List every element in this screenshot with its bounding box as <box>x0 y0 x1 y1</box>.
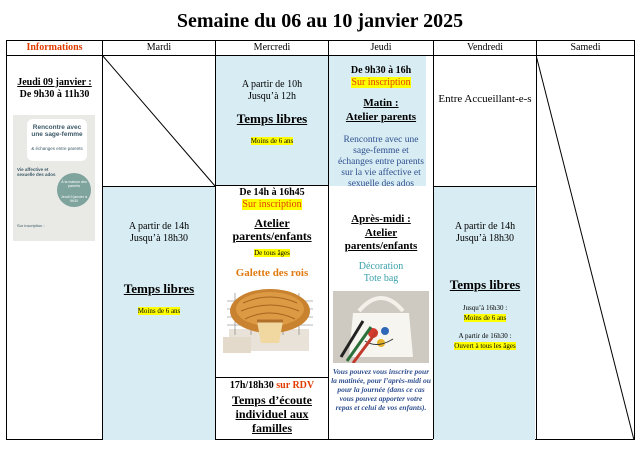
mercredi-morning-age: Moins de 6 ans <box>250 137 294 145</box>
samedi-closed <box>536 55 636 441</box>
mardi-time-start: A partir de 14h <box>128 221 190 232</box>
mercredi-evening-time: 17h/18h30 <box>229 380 274 391</box>
mercredi-ages-wrap <box>216 247 328 259</box>
vendredi-age2: Ouvert à tous les âges <box>454 342 516 350</box>
mercredi-afternoon-time: De 14h à 16h45 <box>239 187 305 198</box>
row-divider <box>215 377 328 378</box>
info-text <box>7 77 102 101</box>
mardi-activity: Temps libres <box>123 281 195 296</box>
jeudi-note: Vous pouvez vous inscrire pour la matinée, pour l’après-midi ou pour la journée (dans ce cas vous pouvez apporter votre repas et celui de vos enfants). <box>331 367 431 412</box>
mercredi-inscription-wrap <box>216 199 328 211</box>
vendredi-time-start: A partir de 14h <box>454 221 516 232</box>
row-divider <box>433 186 536 187</box>
mardi-time-end: Jusqu’à 18h30 <box>129 233 189 244</box>
header-informations: Informations <box>26 42 83 53</box>
header-mardi: Mardi <box>146 42 172 53</box>
schedule-table <box>6 40 635 440</box>
mercredi-ages: De tous âges <box>254 249 290 257</box>
vendredi-slot2: A partir de 16h30 : <box>458 332 512 340</box>
jeudi-inscription: Sur inscription <box>351 77 411 88</box>
poster-footer: Sur inscription : <box>17 223 45 228</box>
vendredi-hours <box>434 221 536 245</box>
mardi-morning-closed <box>102 55 216 187</box>
info-date: Jeudi 09 janvier : <box>17 77 92 88</box>
mercredi-morning-age-wrap <box>216 135 328 147</box>
poster-subtitle: & échanges entre parents <box>31 146 83 151</box>
mercredi-evening-activity: Temps d’écoute individuel aux familles <box>232 393 312 435</box>
jeudi-time: De 9h30 à 16h <box>350 65 412 76</box>
jeudi-matin-activity: Atelier parents <box>345 111 417 123</box>
vendredi-activity: Temps libres <box>449 277 521 292</box>
jeudi-aprem-theme2: Tote bag <box>363 273 399 284</box>
mercredi-inscription: Sur inscription <box>242 199 302 210</box>
mardi-age-wrap <box>103 305 215 317</box>
mardi-hours <box>103 221 215 245</box>
header-jeudi: Jeudi <box>370 42 392 53</box>
mercredi-morning-end: Jusqu’à 12h <box>247 91 297 102</box>
mardi-age: Moins de 6 ans <box>137 307 181 315</box>
poster-topic: Vie affective et sexuelle des ados <box>17 167 56 177</box>
vendredi-age1-wrap <box>434 313 536 323</box>
tote-bag-image <box>333 291 429 363</box>
page-title: Semaine du 06 au 10 janvier 2025 <box>176 10 464 32</box>
info-time: De 9h30 à 11h30 <box>19 89 90 100</box>
jeudi-matin-desc: Rencontre avec une sage-femme et échanges entre parents sur la vie affective et sexuelle des ados <box>338 135 424 189</box>
poster-bubble-date: Jeudi 9 janvier à 9h30 <box>60 195 88 203</box>
vendredi-slot1: Jusqu’à 16h30 : <box>462 304 508 312</box>
jeudi-matin: Matin : <box>363 97 399 109</box>
vendredi-age2-wrap <box>434 341 536 351</box>
galette-image <box>223 281 317 353</box>
header-mercredi: Mercredi <box>253 42 291 53</box>
mercredi-afternoon-activity: Atelier parents/enfants <box>232 216 312 243</box>
jeudi-aprem-theme1: Décoration <box>358 261 404 272</box>
mercredi-morning-hours <box>216 79 328 103</box>
poster-bubble-text: À la maison des parents <box>61 180 87 188</box>
info-poster <box>13 115 95 241</box>
vendredi-age1: Moins de 6 ans <box>463 314 507 322</box>
mercredi-morning-start: A partir de 10h <box>241 79 303 90</box>
poster-title: Rencontre avec une sage-femme <box>31 124 83 138</box>
vendredi-morning: Entre Accueillant-e-s <box>438 93 532 105</box>
jeudi-inscription-wrap <box>329 77 433 89</box>
mercredi-theme: Galette des rois <box>235 267 309 279</box>
header-vendredi: Vendredi <box>466 42 504 53</box>
row-divider <box>215 185 328 186</box>
mercredi-morning-activity: Temps libres <box>236 111 308 126</box>
jeudi-aprem: Après-midi : <box>351 213 411 225</box>
mercredi-evening-time-wrap <box>216 380 328 392</box>
header-samedi: Samedi <box>570 42 601 53</box>
jeudi-aprem-activity: Atelier parents/enfants <box>344 227 418 252</box>
mercredi-evening-rdv: sur RDV <box>276 380 315 391</box>
vendredi-time-end: Jusqu’à 18h30 <box>455 233 515 244</box>
